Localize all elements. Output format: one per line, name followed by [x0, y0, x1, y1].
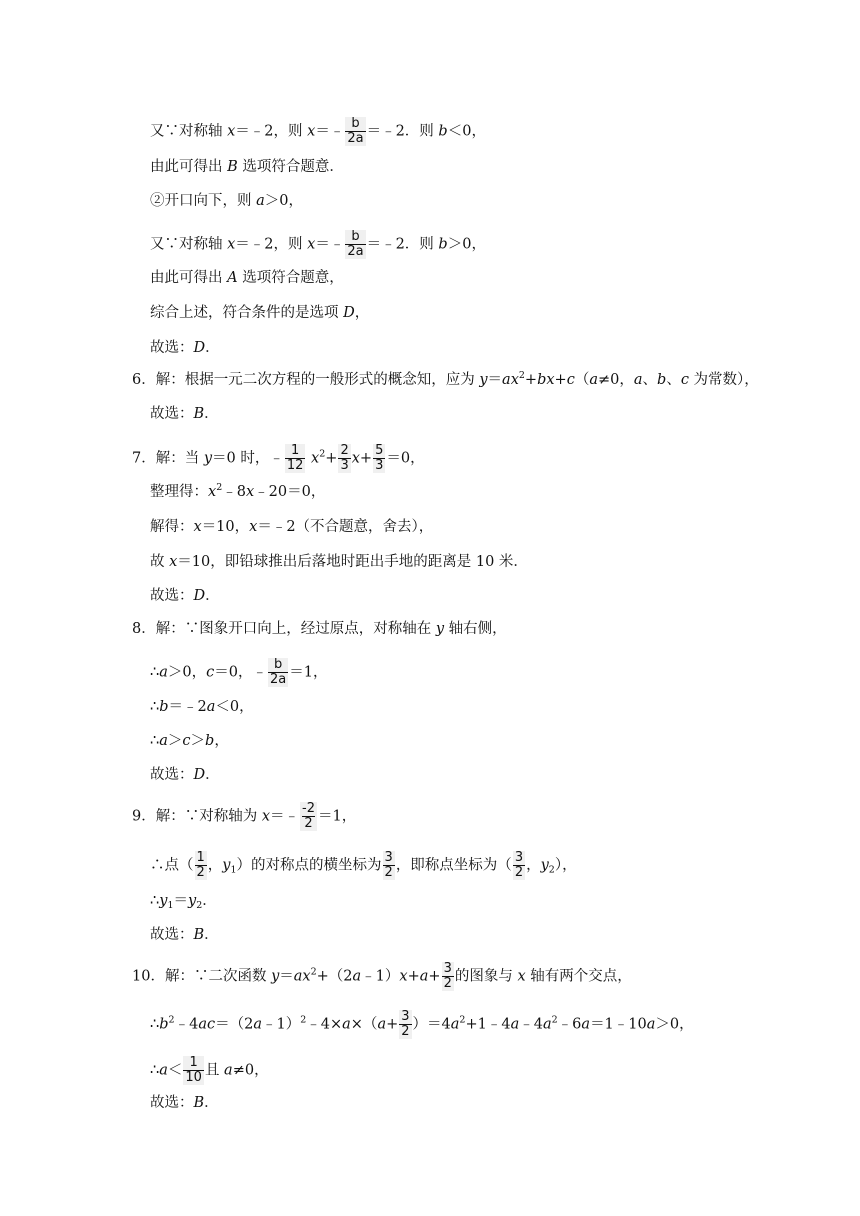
text-line	[150, 1055, 269, 1085]
var: a	[450, 1016, 460, 1033]
answer-letter: D	[193, 340, 206, 356]
text: ②开口向下，则	[150, 193, 257, 209]
answer-letter: B	[193, 927, 205, 943]
var: ax	[293, 968, 311, 985]
text-line	[150, 338, 220, 360]
text: 故选：	[150, 406, 194, 422]
text: ∴	[150, 699, 160, 715]
var: x	[169, 554, 178, 570]
var: x	[261, 808, 271, 825]
fraction-denominator: 3	[375, 458, 384, 473]
exponent: 2	[319, 448, 326, 460]
var: b	[438, 236, 448, 253]
text: 轴有两个交点，	[525, 968, 632, 985]
fraction-denominator: 10	[185, 1070, 202, 1085]
text: ＝1，	[318, 808, 357, 825]
fraction	[300, 802, 317, 831]
text-line	[150, 482, 325, 504]
fraction	[338, 444, 350, 473]
text: 轴右侧，	[444, 621, 507, 637]
text: 10．解：∵二次函数	[132, 968, 272, 985]
fraction	[345, 117, 365, 146]
question-line	[132, 370, 759, 392]
text: ．	[202, 893, 217, 909]
question-line	[132, 619, 507, 641]
fraction-denominator: 3	[340, 458, 349, 473]
text: +（2	[316, 968, 353, 985]
exponent: 2	[551, 1014, 558, 1026]
text: ＜0，	[215, 699, 254, 715]
text: ，即称点坐标为（	[395, 857, 512, 874]
text: ．	[204, 927, 219, 943]
var: a	[581, 1016, 591, 1033]
option-letter: D	[343, 305, 355, 321]
text: ＝1，	[289, 664, 328, 681]
var: x	[208, 484, 217, 500]
text: 故选：	[150, 340, 194, 356]
option-letter: B	[227, 159, 238, 175]
var: a	[377, 1016, 387, 1033]
question-line	[132, 801, 357, 831]
var: a	[253, 1016, 262, 1033]
var: x	[249, 519, 258, 535]
fraction-denominator: 12	[286, 458, 304, 473]
text-line	[150, 1093, 219, 1115]
text: 选项符合题意．	[237, 159, 344, 175]
text: ﹣6	[557, 1016, 582, 1033]
fraction	[183, 1056, 204, 1085]
exponent: 2	[300, 1014, 307, 1026]
var: bx	[537, 372, 555, 388]
text: ﹣4×	[306, 1016, 343, 1033]
text: 整理得：	[150, 484, 208, 500]
text: 由此可得出	[150, 159, 228, 175]
text: ＝﹣	[315, 123, 345, 140]
text: ）＝4	[412, 1016, 451, 1033]
var: a	[419, 968, 429, 985]
fraction-numerator: 1	[189, 1055, 198, 1070]
fraction-denominator: 2	[196, 865, 205, 880]
text: ，	[207, 857, 223, 874]
var: a	[542, 1016, 552, 1033]
var: a	[256, 193, 265, 209]
text: +	[359, 450, 373, 467]
text: 的图象与	[454, 968, 518, 985]
text-line	[150, 157, 344, 179]
text-line	[150, 586, 220, 608]
var: a	[633, 372, 643, 388]
var: x	[351, 450, 360, 467]
var: x	[311, 450, 320, 467]
text: ．	[204, 1095, 219, 1111]
text: ＝﹣2．则	[366, 236, 439, 253]
text: ∴	[150, 1062, 160, 1079]
text: 又∵对称轴	[150, 123, 228, 140]
fraction-numerator: 5	[375, 443, 384, 458]
text: ≠0，	[232, 1062, 269, 1079]
text-line	[150, 925, 219, 947]
subscript: 2	[196, 900, 203, 911]
var: c	[206, 664, 215, 681]
text-line	[150, 116, 486, 146]
text-line	[150, 268, 344, 290]
text: ，	[526, 857, 541, 874]
var: y	[203, 450, 213, 467]
text: 8．解：∵图象开口向上，经过原点，对称轴在	[132, 621, 436, 637]
text: ×（	[350, 1016, 378, 1033]
var: x	[307, 236, 316, 253]
text: ＝0，﹣	[214, 664, 267, 681]
text-line	[150, 657, 328, 687]
text: ，	[214, 733, 229, 749]
var: c	[566, 372, 575, 388]
fraction-numerator: b	[351, 116, 360, 131]
var: b	[159, 699, 169, 715]
text: ＝	[279, 968, 294, 985]
var: a	[206, 699, 216, 715]
fraction-numerator: 1	[196, 850, 205, 865]
text: ∴	[150, 733, 160, 749]
var: y	[159, 893, 168, 909]
text: 、	[666, 372, 681, 388]
exponent: 2	[310, 966, 317, 978]
exponent: 2	[216, 482, 223, 493]
subscript: 1	[230, 864, 237, 876]
fraction	[285, 444, 306, 473]
var: ac	[198, 1016, 216, 1033]
exponent: 2	[168, 1014, 175, 1026]
subscript: 1	[167, 900, 174, 911]
var: x	[227, 236, 236, 253]
text: +	[554, 372, 567, 388]
var: a	[159, 733, 168, 749]
exponent: 2	[518, 370, 525, 381]
fraction-numerator: 3	[443, 961, 452, 976]
text-line	[150, 552, 528, 574]
text: 故选：	[150, 588, 194, 604]
text: ＞	[167, 733, 183, 749]
fraction	[268, 658, 288, 687]
text: 且	[204, 1062, 225, 1079]
text: +1﹣4	[465, 1016, 511, 1033]
text-line	[150, 697, 254, 719]
text: ＝1﹣10	[590, 1016, 647, 1033]
text: ．	[205, 588, 220, 604]
text: ．	[205, 767, 220, 783]
fraction-denominator: 2a	[269, 672, 287, 687]
var: y	[271, 968, 280, 985]
fraction-numerator: 1	[291, 443, 300, 458]
text: ＝	[487, 372, 503, 388]
text: ）的对称点的横坐标为	[236, 857, 382, 874]
text-line	[150, 765, 220, 787]
text: 6．解：根据一元二次方程的一般形式的概念知，应为	[132, 372, 480, 388]
text: ＜	[167, 1062, 183, 1079]
fraction-numerator: 3	[384, 850, 393, 865]
text-line	[150, 517, 433, 539]
text-line	[150, 850, 577, 880]
text: +	[386, 1016, 399, 1033]
fraction	[399, 1010, 411, 1039]
exponent: 2	[459, 1014, 466, 1026]
text: ＝10，	[201, 519, 250, 535]
var: x	[517, 968, 526, 985]
text: ＝10，即铅球推出后落地时距出手地的距离是 10 米．	[177, 554, 528, 570]
text: ﹣4	[519, 1016, 543, 1033]
var: c	[182, 733, 191, 749]
var: y	[479, 372, 488, 388]
text: 故	[150, 554, 170, 570]
fraction-numerator: 3	[514, 850, 524, 865]
text: 为常数），	[688, 372, 759, 388]
fraction-numerator: -2	[302, 801, 315, 816]
text: ∴点（	[150, 857, 194, 874]
text: ∴	[150, 893, 160, 909]
fraction-denominator: 2	[304, 816, 313, 831]
var: a	[646, 1016, 656, 1033]
var: b	[205, 733, 215, 749]
text: ＞0，	[447, 236, 486, 253]
var: a	[224, 1062, 233, 1079]
text: 又∵对称轴	[150, 236, 228, 253]
fraction-numerator: 2	[340, 443, 349, 458]
fraction	[383, 851, 395, 880]
var: c	[680, 372, 689, 388]
text: 解得：	[150, 519, 194, 535]
fraction-numerator: b	[351, 229, 360, 244]
text: ＝﹣	[270, 808, 300, 825]
var: b	[657, 372, 667, 388]
var: a	[159, 664, 168, 681]
text: ＝0 时，﹣	[212, 450, 284, 467]
var: y	[540, 857, 549, 874]
fraction	[442, 962, 454, 991]
var: a	[352, 968, 362, 985]
var: a	[510, 1016, 520, 1033]
text: 由此可得出	[150, 270, 228, 286]
var: a	[342, 1016, 351, 1033]
text: ﹣1）	[261, 1016, 301, 1033]
text: ＞0，	[167, 664, 207, 681]
var: y	[187, 893, 197, 909]
text: ＝﹣2，则	[235, 123, 308, 140]
var: x	[307, 123, 316, 140]
text: 、	[642, 372, 658, 388]
text-line	[150, 404, 219, 426]
text: ＞0，	[655, 1016, 694, 1033]
fraction	[195, 851, 207, 880]
text: ＞0，	[264, 193, 303, 209]
option-letter: A	[227, 270, 238, 286]
fraction	[513, 851, 525, 880]
fraction-numerator: 3	[401, 1009, 410, 1024]
text-line	[150, 1009, 694, 1039]
fraction	[373, 444, 385, 473]
text: ），	[554, 857, 577, 874]
question-line	[132, 443, 425, 473]
text: ＞	[190, 733, 206, 749]
text-line	[150, 891, 217, 913]
var: b	[159, 1016, 169, 1033]
answer-letter: D	[193, 588, 206, 604]
fraction-denominator: 2	[514, 865, 524, 880]
text: ＝（2	[215, 1016, 254, 1033]
text: ∴	[150, 1016, 160, 1033]
text: 选项符合题意，	[237, 270, 344, 286]
text: ＝﹣2	[168, 699, 207, 715]
var: ax	[502, 372, 519, 388]
text: ＝0，	[386, 450, 425, 467]
text: ∴	[150, 664, 160, 681]
text: 综合上述，符合条件的是选项	[150, 305, 344, 321]
text: 故选：	[150, 927, 194, 943]
text: ﹣4	[174, 1016, 199, 1033]
text: ﹣1）	[361, 968, 400, 985]
text: 9．解：∵对称轴为	[132, 808, 262, 825]
subscript: 2	[548, 864, 555, 876]
fraction-denominator: 2	[443, 976, 452, 991]
text: ，	[354, 305, 370, 321]
text-line	[150, 731, 229, 753]
answer-letter: B	[193, 1095, 205, 1111]
var: b	[438, 123, 448, 140]
text: ＜0，	[447, 123, 486, 140]
fraction-denominator: 2a	[347, 131, 364, 146]
text-line	[150, 303, 369, 325]
text: ＝﹣2，则	[235, 236, 308, 253]
text: ≠0，	[597, 372, 634, 388]
fraction-numerator: b	[273, 657, 283, 672]
text: +	[428, 968, 441, 985]
text: ．	[204, 406, 219, 422]
text: ＝﹣	[315, 236, 345, 253]
text-line	[150, 191, 303, 213]
text: 故选：	[150, 767, 194, 783]
fraction-denominator: 2	[401, 1024, 410, 1039]
text: （	[574, 372, 590, 388]
question-line	[132, 961, 632, 991]
text: ＝	[173, 893, 188, 909]
text: ＝﹣2（不合题意，舍去），	[257, 519, 434, 535]
var: y	[222, 857, 231, 874]
var: a	[589, 372, 598, 388]
var: x	[193, 519, 202, 535]
text: 故选：	[150, 1095, 194, 1111]
answer-letter: B	[193, 406, 205, 422]
fraction-denominator: 2a	[347, 244, 364, 259]
var: x	[399, 968, 408, 985]
var: a	[159, 1062, 168, 1079]
text: +	[407, 968, 420, 985]
var: x	[245, 484, 255, 500]
text: ＝﹣2．则	[366, 123, 439, 140]
text: ﹣8	[222, 484, 246, 500]
text: ﹣20＝0，	[254, 484, 326, 500]
text: +	[524, 372, 538, 388]
var: y	[435, 621, 445, 637]
text: ．	[205, 340, 220, 356]
answer-letter: D	[193, 767, 206, 783]
text: +	[325, 450, 338, 467]
fraction	[345, 230, 365, 259]
text-line	[150, 229, 486, 259]
var: x	[227, 123, 236, 140]
fraction-denominator: 2	[384, 865, 393, 880]
text: 7．解：当	[132, 450, 204, 467]
